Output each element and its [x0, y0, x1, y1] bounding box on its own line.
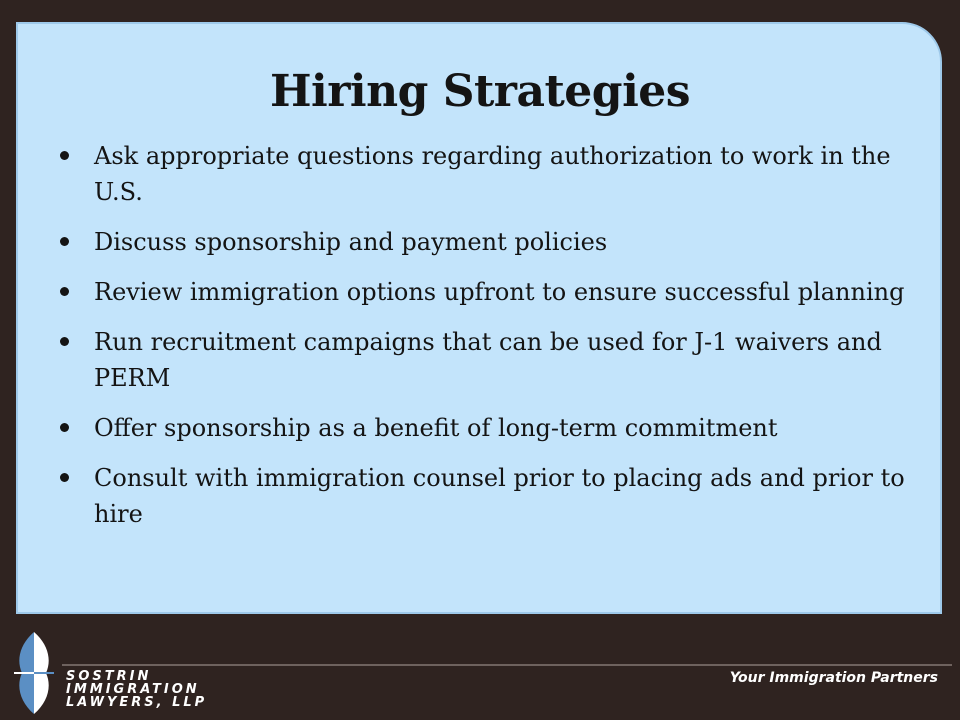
- bullet-dot-icon: [60, 237, 69, 246]
- bullet-item: [60, 410, 920, 446]
- bullet-item: [60, 224, 920, 260]
- bullet-text: Review immigration options upfront to ensure successful planning: [94, 278, 905, 306]
- company-name-line: LAWYERS, LLP: [66, 695, 208, 710]
- bullet-text: Discuss sponsorship and payment policies: [94, 228, 608, 256]
- bullet-dot-icon: [60, 151, 69, 160]
- bullet-text: Offer sponsorship as a benefit of long-term commitment: [94, 414, 778, 442]
- bullet-dot-icon: [60, 473, 69, 482]
- bullet-item: [60, 460, 920, 532]
- sostrin-logo-icon: [12, 630, 56, 716]
- bullet-dot-icon: [60, 287, 69, 296]
- bullet-item: [60, 324, 920, 396]
- bullet-text: Run recruitment campaigns that can be used for J-1 waivers and PERM: [94, 328, 882, 392]
- bullet-item: [60, 138, 920, 210]
- bullet-text: Consult with immigration counsel prior to placing ads and prior to hire: [94, 464, 905, 528]
- footer: [0, 620, 960, 720]
- bullet-item: [60, 274, 920, 310]
- tagline: Your Immigration Partners: [729, 670, 938, 686]
- company-name-line: SOSTRIN: [66, 669, 152, 684]
- slide-title: Hiring Strategies: [269, 66, 691, 117]
- footer-divider: [62, 664, 952, 666]
- company-name-line: IMMIGRATION: [66, 682, 200, 697]
- bullet-dot-icon: [60, 423, 69, 432]
- bullet-text: Ask appropriate questions regarding authorization to work in the U.S.: [94, 142, 891, 206]
- bullet-list: [60, 138, 920, 546]
- bullet-dot-icon: [60, 337, 69, 346]
- company-name: [66, 670, 207, 709]
